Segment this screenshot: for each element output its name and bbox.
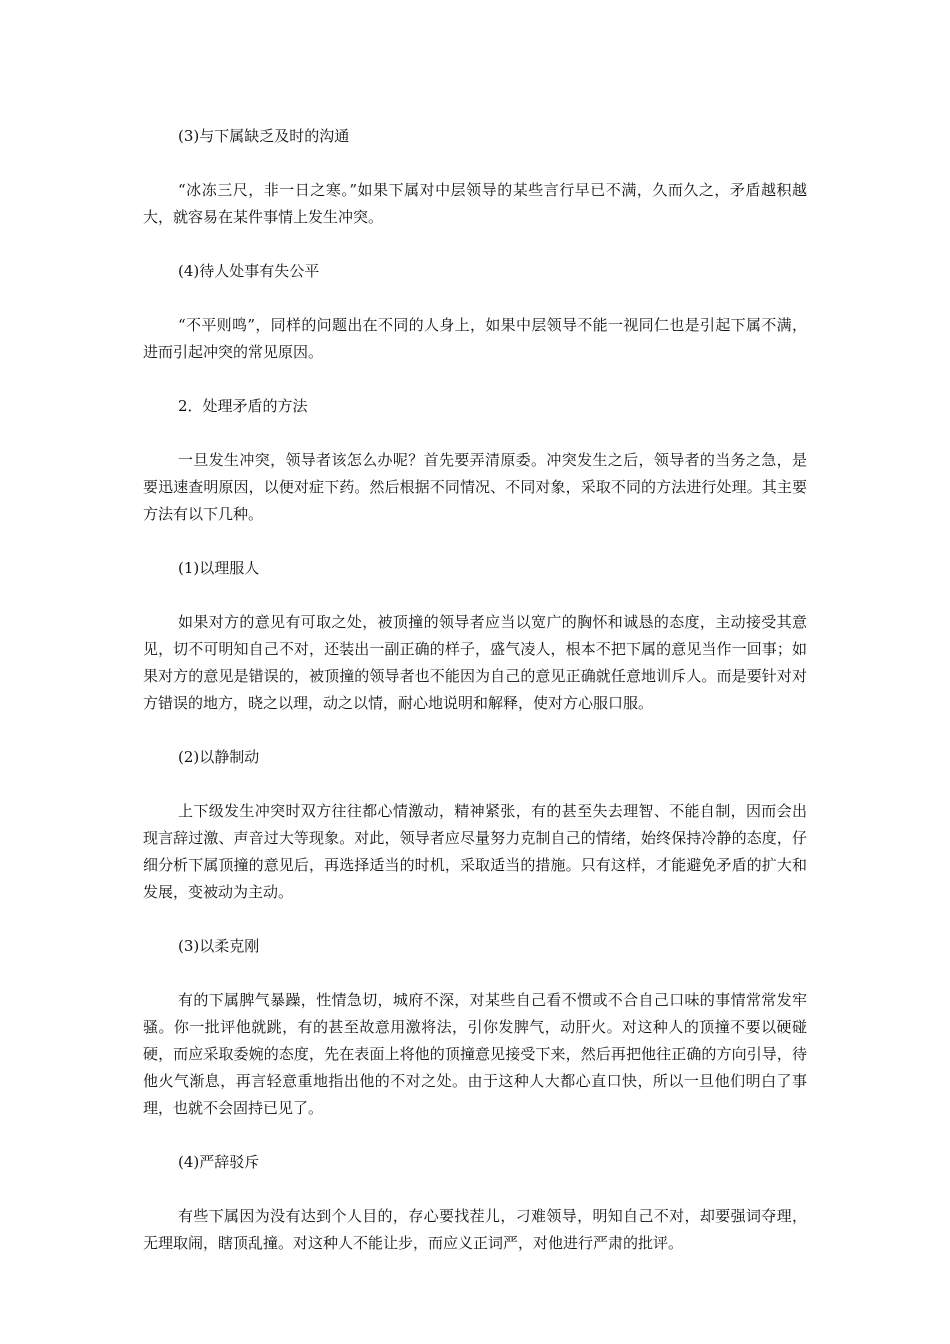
document-body xyxy=(143,123,807,1284)
section-heading: (3)以柔克刚 xyxy=(178,937,260,955)
body-paragraph: 上下级发生冲突时双方往往都心情激动，精神紧张，有的甚至失去理智、不能自制，因而会出现言辞过激、声音过大等现象。对此，领导者应尽量努力克制自己的情绪，始终保持冷静的态度，仔细分析下属顶撞的意见后，再选择适当的时机，采取适当的措施。只有这样，才能避免矛盾的扩大和发展，变被动为主动。 xyxy=(143,802,807,901)
body-paragraph: 如果对方的意见有可取之处，被顶撞的领导者应当以宽广的胸怀和诚恳的态度，主动接受其意见，切不可明知自己不对，还装出一副正确的样子，盛气凌人，根本不把下属的意见当作一回事；如果对方的意见是错误的，被顶撞的领导者也不能因为自己的意见正确就任意地训斥人。而是要针对对方错误的地方，晓之以理，动之以情，耐心地说明和解释，使对方心服口服。 xyxy=(143,613,807,712)
section-heading: 2．处理矛盾的方法 xyxy=(178,397,308,415)
body-paragraph: 一旦发生冲突，领导者该怎么办呢？首先要弄清原委。冲突发生之后，领导者的当务之急，是要迅速查明原因，以便对症下药。然后根据不同情况、不同对象，采取不同的方法进行处理。其主要方法有以下几种。 xyxy=(143,451,807,523)
section-heading: (4)待人处事有失公平 xyxy=(178,262,320,280)
section-heading: (3)与下属缺乏及时的沟通 xyxy=(178,127,350,145)
section-heading: (2)以静制动 xyxy=(178,748,260,766)
body-paragraph: 有些下属因为没有达到个人目的，存心要找茬儿，刁难领导，明知自己不对，却要强词夺理，无理取闹，瞎顶乱撞。对这种人不能让步，而应义正词严，对他进行严肃的批评。 xyxy=(143,1207,807,1252)
body-paragraph: 有的下属脾气暴躁，性情急切，城府不深，对某些自己看不惯或不合自己口味的事情常常发牢骚。你一批评他就跳，有的甚至故意用激将法，引你发脾气，动肝火。对这种人的顶撞不要以硬碰硬，而应采取委婉的态度，先在表面上将他的顶撞意见接受下来，然后再把他往正确的方向引导，待他火气渐息，再言轻意重地指出他的不对之处。由于这种人大都心直口快，所以一旦他们明白了事理，也就不会固持已见了。 xyxy=(143,991,807,1117)
section-heading: (4)严辞驳斥 xyxy=(178,1153,260,1171)
body-paragraph: “不平则鸣”，同样的问题出在不同的人身上，如果中层领导不能一视同仁也是引起下属不满，进而引起冲突的常见原因。 xyxy=(143,316,807,361)
section-heading: (1)以理服人 xyxy=(178,559,260,577)
body-paragraph: “冰冻三尺，非一日之寒。”如果下属对中层领导的某些言行早已不满，久而久之，矛盾越积越大，就容易在某件事情上发生冲突。 xyxy=(143,181,807,226)
